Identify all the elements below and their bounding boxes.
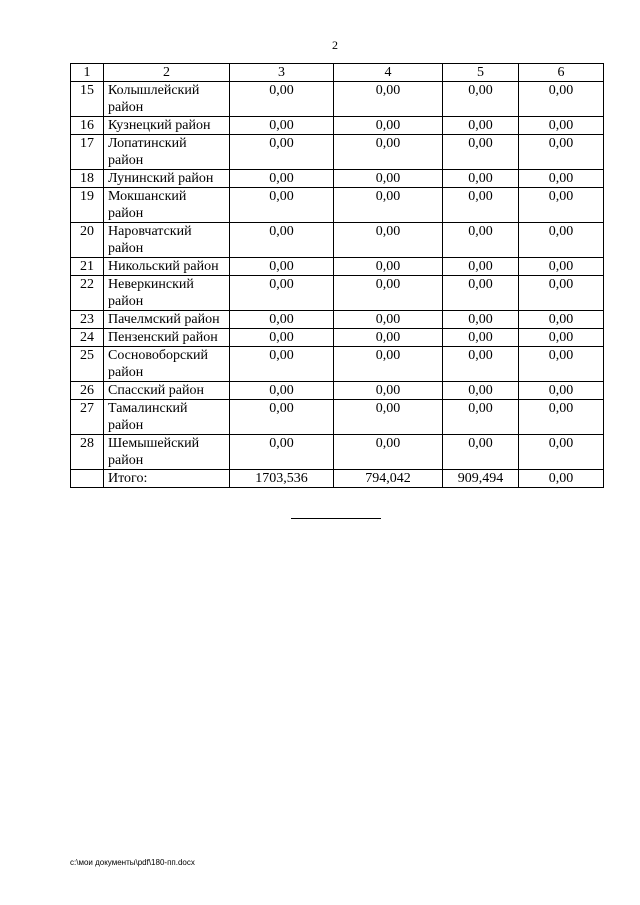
header-cell-6: 6 xyxy=(519,64,604,82)
value-col-6: 0,00 xyxy=(519,435,604,470)
row-number: 15 xyxy=(71,82,104,117)
table-header-row xyxy=(71,64,604,82)
value-col-3: 0,00 xyxy=(230,347,334,382)
value-col-5: 0,00 xyxy=(443,329,519,347)
header-cell-1: 1 xyxy=(71,64,104,82)
district-name: Колышлейский район xyxy=(104,82,230,117)
table-row xyxy=(71,400,604,435)
value-col-4: 0,00 xyxy=(334,188,443,223)
value-col-6: 0,00 xyxy=(519,135,604,170)
value-col-4: 0,00 xyxy=(334,400,443,435)
district-name: Шемышейский район xyxy=(104,435,230,470)
value-col-3: 0,00 xyxy=(230,329,334,347)
value-col-5: 0,00 xyxy=(443,311,519,329)
row-number: 28 xyxy=(71,435,104,470)
value-col-3: 0,00 xyxy=(230,117,334,135)
value-col-5: 0,00 xyxy=(443,223,519,258)
district-name: Спасский район xyxy=(104,382,230,400)
value-col-3: 1703,536 xyxy=(230,470,334,488)
table-row xyxy=(71,258,604,276)
value-col-6: 0,00 xyxy=(519,276,604,311)
row-number: 19 xyxy=(71,188,104,223)
table-body xyxy=(71,64,604,488)
district-name: Тамалинский район xyxy=(104,400,230,435)
table-row xyxy=(71,435,604,470)
table-row xyxy=(71,276,604,311)
row-number: 25 xyxy=(71,347,104,382)
row-number: 20 xyxy=(71,223,104,258)
value-col-3: 0,00 xyxy=(230,258,334,276)
row-number: 17 xyxy=(71,135,104,170)
value-col-6: 0,00 xyxy=(519,82,604,117)
district-name: Итого: xyxy=(104,470,230,488)
district-name: Никольский район xyxy=(104,258,230,276)
header-cell-4: 4 xyxy=(334,64,443,82)
value-col-6: 0,00 xyxy=(519,347,604,382)
value-col-4: 0,00 xyxy=(334,170,443,188)
value-col-5: 0,00 xyxy=(443,435,519,470)
value-col-5: 0,00 xyxy=(443,135,519,170)
value-col-5: 0,00 xyxy=(443,347,519,382)
district-name: Кузнецкий район xyxy=(104,117,230,135)
closing-rule xyxy=(291,518,381,519)
value-col-5: 0,00 xyxy=(443,276,519,311)
value-col-6: 0,00 xyxy=(519,117,604,135)
district-name: Неверкинский район xyxy=(104,276,230,311)
value-col-6: 0,00 xyxy=(519,223,604,258)
table-row xyxy=(71,223,604,258)
row-number: 23 xyxy=(71,311,104,329)
row-number: 26 xyxy=(71,382,104,400)
value-col-4: 0,00 xyxy=(334,347,443,382)
value-col-3: 0,00 xyxy=(230,276,334,311)
district-name: Мокшанский район xyxy=(104,188,230,223)
district-name: Пачелмский район xyxy=(104,311,230,329)
page-number: 2 xyxy=(332,38,338,52)
value-col-4: 0,00 xyxy=(334,276,443,311)
value-col-4: 794,042 xyxy=(334,470,443,488)
value-col-5: 0,00 xyxy=(443,382,519,400)
district-name: Сосновоборский район xyxy=(104,347,230,382)
district-name: Лопатинский район xyxy=(104,135,230,170)
header-cell-3: 3 xyxy=(230,64,334,82)
file-path: c:\мои документы\pdf\180-пп.docx xyxy=(70,858,195,867)
value-col-3: 0,00 xyxy=(230,223,334,258)
table-row xyxy=(71,347,604,382)
value-col-3: 0,00 xyxy=(230,400,334,435)
table-row xyxy=(71,117,604,135)
value-col-6: 0,00 xyxy=(519,188,604,223)
total-row xyxy=(71,470,604,488)
value-col-4: 0,00 xyxy=(334,382,443,400)
district-name: Пензенский район xyxy=(104,329,230,347)
value-col-6: 0,00 xyxy=(519,400,604,435)
value-col-5: 0,00 xyxy=(443,170,519,188)
value-col-6: 0,00 xyxy=(519,329,604,347)
value-col-4: 0,00 xyxy=(334,311,443,329)
value-col-6: 0,00 xyxy=(519,170,604,188)
row-number: 27 xyxy=(71,400,104,435)
header-cell-5: 5 xyxy=(443,64,519,82)
value-col-3: 0,00 xyxy=(230,82,334,117)
value-col-3: 0,00 xyxy=(230,135,334,170)
value-col-5: 909,494 xyxy=(443,470,519,488)
value-col-4: 0,00 xyxy=(334,135,443,170)
value-col-4: 0,00 xyxy=(334,435,443,470)
value-col-5: 0,00 xyxy=(443,117,519,135)
value-col-4: 0,00 xyxy=(334,258,443,276)
value-col-5: 0,00 xyxy=(443,188,519,223)
table-row xyxy=(71,170,604,188)
value-col-6: 0,00 xyxy=(519,258,604,276)
row-number: 16 xyxy=(71,117,104,135)
row-number: 21 xyxy=(71,258,104,276)
table-row xyxy=(71,135,604,170)
header-cell-2: 2 xyxy=(104,64,230,82)
table-row xyxy=(71,382,604,400)
value-col-3: 0,00 xyxy=(230,382,334,400)
row-number xyxy=(71,470,104,488)
value-col-3: 0,00 xyxy=(230,188,334,223)
value-col-6: 0,00 xyxy=(519,382,604,400)
value-col-3: 0,00 xyxy=(230,170,334,188)
row-number: 18 xyxy=(71,170,104,188)
table-row xyxy=(71,329,604,347)
value-col-3: 0,00 xyxy=(230,435,334,470)
district-name: Лунинский район xyxy=(104,170,230,188)
value-col-5: 0,00 xyxy=(443,400,519,435)
value-col-4: 0,00 xyxy=(334,117,443,135)
data-table xyxy=(70,63,604,488)
value-col-4: 0,00 xyxy=(334,223,443,258)
value-col-4: 0,00 xyxy=(334,82,443,117)
table-row xyxy=(71,188,604,223)
value-col-4: 0,00 xyxy=(334,329,443,347)
value-col-5: 0,00 xyxy=(443,82,519,117)
row-number: 24 xyxy=(71,329,104,347)
row-number: 22 xyxy=(71,276,104,311)
value-col-5: 0,00 xyxy=(443,258,519,276)
value-col-6: 0,00 xyxy=(519,311,604,329)
table-row xyxy=(71,82,604,117)
table-row xyxy=(71,311,604,329)
district-name: Наровчатский район xyxy=(104,223,230,258)
value-col-6: 0,00 xyxy=(519,470,604,488)
value-col-3: 0,00 xyxy=(230,311,334,329)
